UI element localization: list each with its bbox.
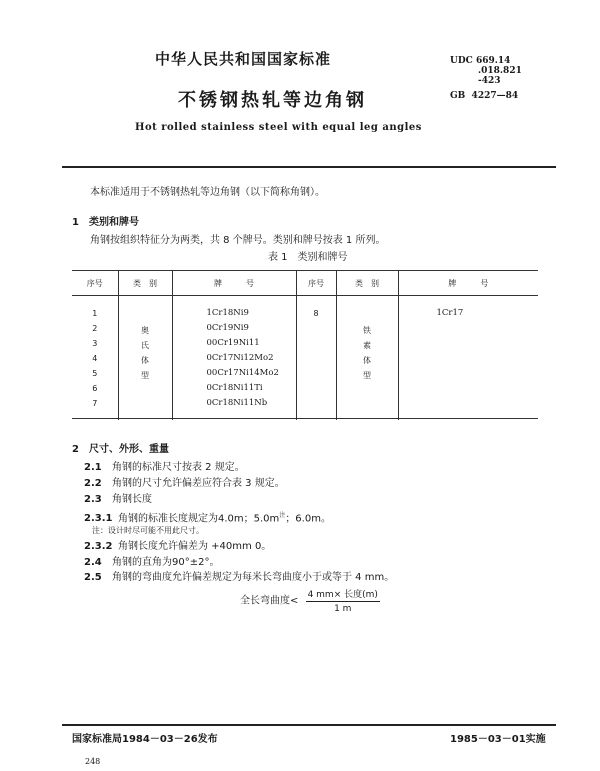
table-cell: 氏: [141, 341, 149, 350]
right-category-column: [336, 296, 398, 420]
table-cell: 1Cr18Ni9: [206, 308, 249, 318]
udc-code: [450, 56, 522, 86]
bend-formula: [240, 587, 380, 614]
table-cell: 0Cr18Ni11Ti: [206, 383, 263, 393]
table-header-cell: 类 别: [336, 271, 398, 296]
udc-line: .018.821: [478, 66, 522, 76]
clause-2-3-1: [84, 510, 331, 525]
table-cell: 型: [363, 371, 371, 380]
table-header-cell: 类 别: [118, 271, 172, 296]
footnote-mark: 注: [279, 512, 286, 519]
clause-text: 角钢的直角为90°±2°。: [112, 557, 220, 568]
clause-2-2: [84, 478, 285, 490]
section-1-heading: 1 类别和牌号: [72, 217, 139, 228]
table-cell: 0Cr17Ni12Mo2: [206, 353, 274, 363]
section-1-text: 角钢按组织特征分为两类，共 8 个牌号。类别和牌号按表 1 所列。: [90, 235, 386, 246]
gb-code: GB 4227—84: [450, 91, 519, 101]
clause-2-5: [84, 572, 394, 584]
clause-number: 2.5: [84, 572, 102, 583]
clause-number: 2.3.2: [84, 541, 113, 552]
document-title-cn: 不锈钢热轧等边角钢: [178, 90, 367, 111]
formula-denominator: 1 m: [334, 604, 352, 614]
effective-date: 1985－03－01实施: [450, 734, 546, 745]
issue-date: 国家标准局1984－03－26发布: [72, 734, 218, 745]
clause-number: 2.3.1: [84, 513, 113, 525]
table-cell: 铁: [363, 326, 371, 335]
clause-2-3-2: [84, 541, 271, 553]
clause-note: 注：设计时尽可能不用此尺寸。: [92, 526, 204, 535]
clause-2-4: [84, 557, 219, 569]
formula-numerator: 4 mm× 长度(m): [306, 587, 380, 602]
udc-line: -423: [478, 76, 501, 86]
right-grade-column: [398, 296, 538, 420]
table-cell: 奥: [141, 326, 149, 335]
table-cell: 4: [92, 354, 98, 363]
left-category-column: [118, 296, 172, 420]
table-bottom-rule: [72, 418, 538, 419]
table-cell: 5: [92, 369, 98, 378]
table-cell: 0Cr19Ni9: [206, 323, 249, 333]
document-title-en: Hot rolled stainless steel with equal leg angles: [135, 122, 422, 133]
table-cell: 7: [92, 399, 98, 408]
table-header-cell: 序号: [296, 271, 336, 296]
national-standard-title: 中华人民共和国国家标准: [155, 50, 332, 68]
clause-2-1: [84, 462, 245, 474]
clause-2-3: [84, 494, 152, 506]
clause-text: 角钢长度允许偏差为 +40mm 0。: [118, 541, 272, 552]
left-seq-column: [72, 296, 118, 420]
table-cell: 8: [313, 309, 319, 318]
clause-number: 2.4: [84, 557, 102, 568]
intro-paragraph: 本标准适用于不锈钢热轧等边角钢（以下简称角钢）。: [90, 187, 325, 198]
table-cell: 0Cr18Ni11Nb: [206, 398, 268, 408]
table-cell: 00Cr19Ni11: [206, 338, 260, 348]
table-cell: 素: [363, 341, 371, 350]
table-header-cell: 牌 号: [398, 271, 538, 296]
clause-number: 2.1: [84, 462, 102, 473]
table-cell: 2: [92, 324, 98, 333]
clause-text: 角钢的标准尺寸按表 2 规定。: [112, 462, 245, 473]
table-cell: 6: [92, 384, 98, 393]
udc-line: UDC 669.14: [450, 56, 511, 66]
table-cell: 型: [141, 371, 149, 380]
table-cell: 体: [363, 356, 371, 365]
formula-fraction: [306, 587, 380, 614]
footer-divider: [62, 724, 556, 726]
table-cell: 1Cr17: [436, 308, 464, 318]
formula-lhs: 全长弯曲度<: [240, 595, 299, 607]
clause-text: 角钢的尺寸允许偏差应符合表 3 规定。: [112, 478, 285, 489]
section-2-heading: 2 尺寸、外形、重量: [72, 444, 169, 455]
clause-text: 角钢长度: [112, 494, 152, 505]
clause-text: 角钢的弯曲度允许偏差规定为每米长弯曲度小于或等于 4 mm。: [112, 572, 395, 583]
clause-text: 角钢的标准长度规定为4.0m；5.0m: [118, 513, 280, 525]
clause-text-tail: ；6.0m。: [285, 513, 331, 525]
header-divider: [62, 166, 556, 168]
left-grade-column: [172, 296, 296, 420]
table-cell: 00Cr17Ni14Mo2: [206, 368, 279, 378]
page-number: 248: [85, 757, 101, 766]
right-seq-column: [296, 296, 336, 420]
category-grade-table: [72, 270, 538, 420]
table-header-cell: 序号: [72, 271, 118, 296]
clause-number: 2.2: [84, 478, 102, 489]
table-header-cell: 牌 号: [172, 271, 296, 296]
clause-number: 2.3: [84, 494, 102, 505]
table-cell: 3: [92, 339, 98, 348]
table-cell: 体: [141, 356, 149, 365]
table-cell: 1: [92, 309, 98, 318]
table-1-caption: 表 1 类别和牌号: [268, 252, 348, 263]
